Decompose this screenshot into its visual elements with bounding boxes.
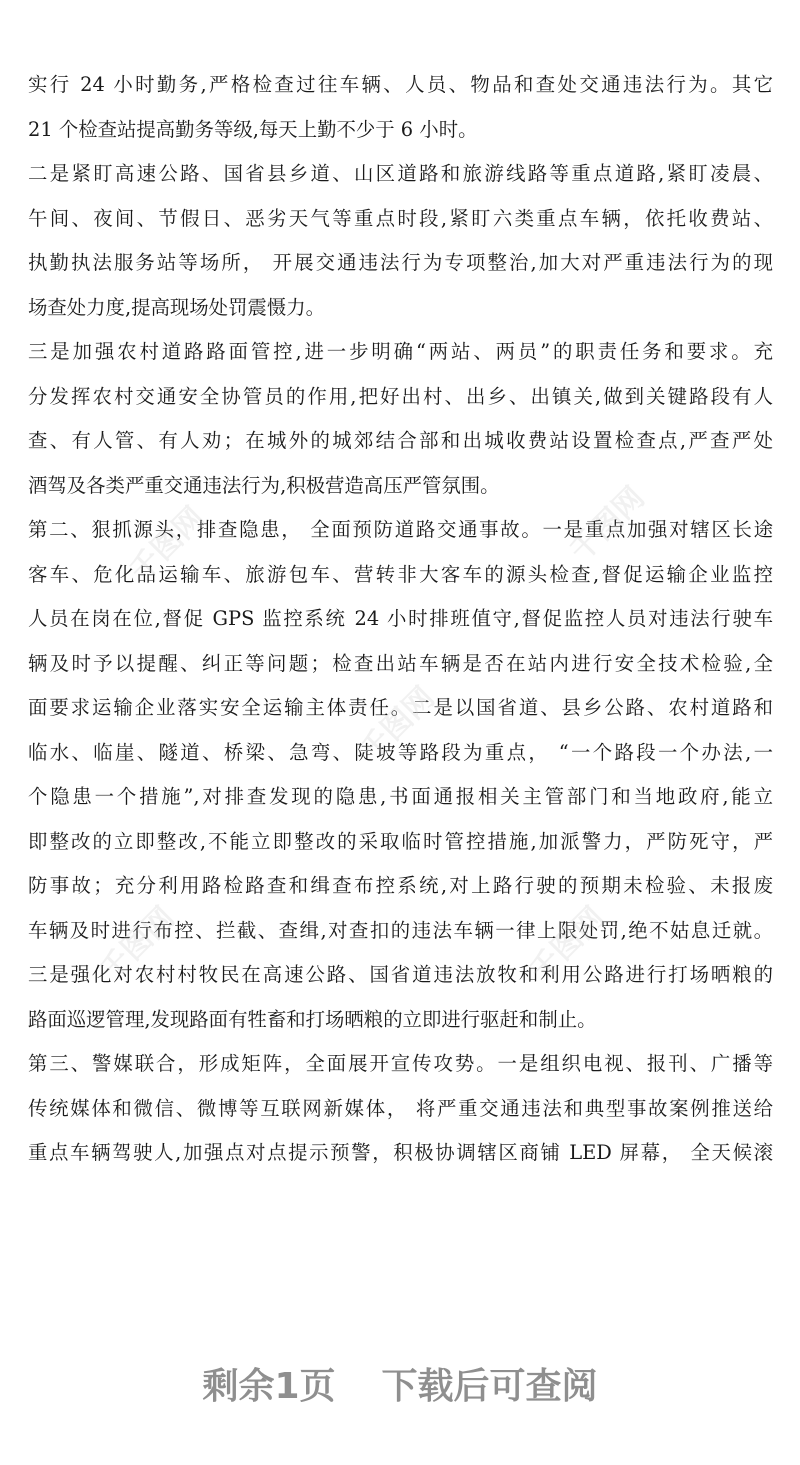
document-line: 人员在岗在位,督促 GPS 监控系统 24 小时排班值守,督促监控人员对违法行驶车 (28, 607, 773, 630)
document-line: 车辆及时进行布控、拦截、查缉,对查扣的违法车辆一律上限处罚,绝不姑息迁就。 (28, 918, 773, 942)
watermark: 千图网 (523, 900, 612, 989)
document-line: 即整改的立即整改,不能立即整改的采取临时管控措施,加派警力，严防死守，严 (28, 829, 773, 853)
document-line: 客车、危化品运输车、旅游包车、营转非大客车的源头检查,督促运输企业监控 (28, 562, 773, 586)
document-line: 三是加强农村道路路面管控,进一步明确“两站、两员”的职责任务和要求。充 (28, 340, 773, 363)
document-line: 三是强化对农村村牧民在高速公路、国省道违法放牧和利用公路进行打场晒粮的 (28, 963, 773, 986)
remaining-pages-text: 剩余1页 (202, 1366, 336, 1407)
watermark: 千图网 (93, 900, 182, 989)
watermark: 千图网 (353, 680, 442, 769)
watermark: 千图网 (123, 500, 212, 589)
document-line: 传统媒体和微信、微博等互联网新媒体， 将严重交通违法和典型事故案例推送给 (28, 1096, 773, 1120)
document-line: 第二、狠抓源头，排查隐患， 全面预防道路交通事故。一是重点加强对辖区长途 (28, 518, 773, 541)
document-line: 面要求运输企业落实安全运输主体责任。二是以国省道、县乡公路、农村道路和 (28, 696, 773, 719)
document-line: 二是紧盯高速公路、国省县乡道、山区道路和旅游线路等重点道路,紧盯凌晨、 (28, 162, 773, 185)
document-line: 个隐患一个措施”,对排查发现的隐患,书面通报相关主管部门和当地政府,能立 (28, 785, 773, 808)
document-line: 21 个检查站提高勤务等级,每天上勤不少于 6 小时。 (28, 117, 478, 141)
document-line: 分发挥农村交通安全协管员的作用,把好出村、出乡、出镇关,做到关键路段有人 (28, 384, 773, 408)
document-line: 酒驾及各类严重交通违法行为,积极营造高压严管氛围。 (28, 473, 500, 497)
document-line: 辆及时予以提醒、纠正等问题；检查出站车辆是否在站内进行安全技术检验,全 (28, 651, 773, 675)
document-line: 第三、警媒联合，形成矩阵，全面展开宣传攻势。一是组织电视、报刊、广播等 (28, 1052, 773, 1075)
watermark: 千图网 (563, 480, 652, 569)
document-line: 午间、夜间、节假日、恶劣天气等重点时段,紧盯六类重点车辆，依托收费站、 (28, 206, 773, 230)
document-line: 查、有人管、有人劝；在城外的城郊结合部和出城收费站设置检查点,严查严处 (28, 429, 773, 452)
document-line: 执勤执法服务站等场所， 开展交通违法行为专项整治,加大对严重违法行为的现 (28, 251, 773, 274)
document-line: 重点车辆驾驶人,加强点对点提示预警，积极协调辖区商铺 LED 屏幕， 全天候滚 (28, 1141, 773, 1164)
document-line: 路面巡逻管理,发现路面有牲畜和打场晒粮的立即进行驱赶和制止。 (28, 1007, 597, 1031)
document-line: 防事故；充分利用路检路查和缉查布控系统,对上路行驶的预期未检验、未报废 (28, 874, 773, 897)
document-line: 临水、临崖、隧道、桥梁、急弯、陡坡等路段为重点， “一个路段一个办法,一 (28, 740, 773, 764)
document-line: 实行 24 小时勤务,严格检查过往车辆、人员、物品和查处交通违法行为。其它 (28, 73, 773, 96)
download-to-view-text: 下载后可查阅 (381, 1366, 598, 1407)
download-prompt-banner[interactable] (0, 1362, 800, 1412)
document-line: 场查处力度,提高现场处罚震慑力。 (28, 295, 326, 319)
